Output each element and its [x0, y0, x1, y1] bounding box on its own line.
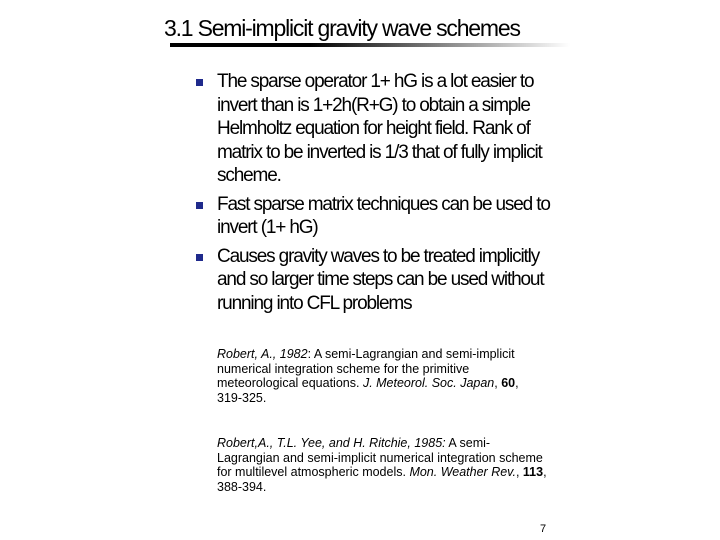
reference-separator: ,	[515, 465, 523, 479]
reference-separator: ,	[494, 376, 502, 390]
bullet-text: The sparse operator 1+ hG is a lot easier to invert than is 1+2h(R+G) to obtain a simple Helmholtz equation for height field. Rank of matrix to be inverted is 1/3 that of fully implicit scheme.	[217, 71, 542, 186]
bullet-square-icon	[196, 79, 203, 86]
reference-title: : A semi-Lagrangian and semi-implicit numerical integration scheme for the primitive meteorological equations.	[217, 347, 515, 390]
reference-authors: Robert,A., T.L. Yee, and H. Ritchie, 1985:	[217, 436, 446, 450]
slide-title: 3.1 Semi-implicit gravity wave schemes	[164, 15, 520, 41]
bullet-square-icon	[196, 202, 203, 209]
bullet-item	[196, 245, 556, 316]
reference-volume: 113	[522, 465, 544, 479]
reference-pages: , 319-325.	[217, 376, 519, 405]
page-number: 7	[540, 523, 547, 535]
reference-1	[217, 347, 547, 405]
bullet-text: Causes gravity waves to be treated implicitly and so larger time steps can be used without running into CFL problems	[217, 245, 544, 314]
bullet-item	[196, 70, 556, 188]
title-underline	[170, 43, 570, 47]
bullet-text: Fast sparse matrix techniques can be used to invert (1+ hG)	[217, 193, 550, 238]
reference-2	[217, 436, 547, 494]
bullet-list	[196, 70, 556, 320]
reference-authors: Robert, A., 1982	[217, 347, 308, 361]
reference-journal: J. Meteorol. Soc. Japan	[362, 376, 495, 390]
reference-journal: Mon. Weather Rev.	[409, 465, 516, 479]
bullet-item	[196, 193, 556, 240]
reference-pages: , 388-394.	[217, 465, 547, 494]
reference-volume: 60	[501, 376, 516, 390]
reference-title: A semi-Lagrangian and semi-implicit numerical integration scheme for multilevel atmospheric models.	[217, 436, 543, 479]
bullet-square-icon	[196, 254, 203, 261]
